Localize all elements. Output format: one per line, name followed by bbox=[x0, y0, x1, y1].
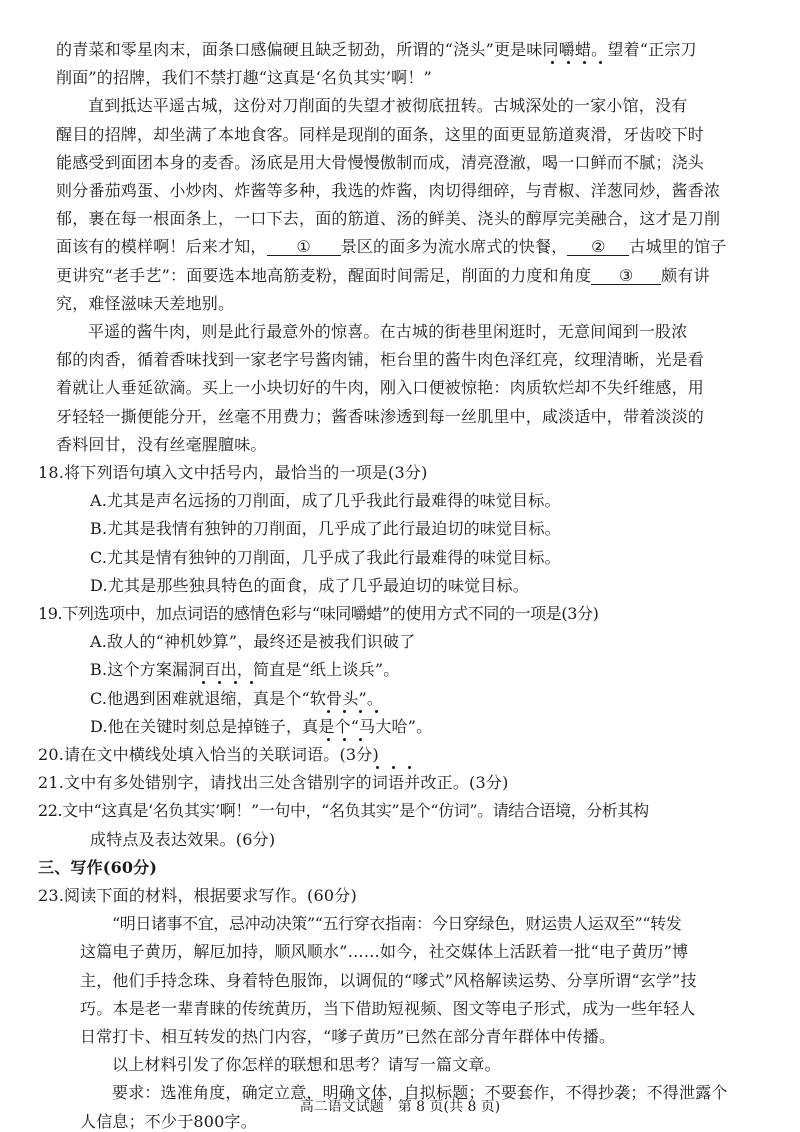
requirement-line: 人信息；不少于800字。 bbox=[80, 1111, 257, 1131]
passage-text: 面该有的模样啊！后来才知， bbox=[56, 237, 267, 257]
emphasis-dot bbox=[567, 61, 570, 64]
material-line: 日常打卡、相互转发的热门内容，“嗲子黄历”已然在部分青年群体中传播。 bbox=[80, 1027, 616, 1046]
passage-text: 更讲究“老手艺”：面要选本地高筋麦粉，醒面时间需足，削面的力度和角度 bbox=[56, 265, 592, 285]
emphasis-dot bbox=[392, 766, 395, 769]
emphasis-dot bbox=[583, 61, 586, 64]
material-line: 巧。本是老一辈青睐的传统黄历，当下借助短视频、图文等电子形式，成为一些年轻人 bbox=[80, 998, 696, 1018]
passage-line: 能感受到面团本身的麦香。汤底是用大骨慢慢傲制而成，清亮澄澈，喝一口鲜而不腻；浇头 bbox=[56, 152, 705, 172]
emphasis-dot bbox=[250, 681, 253, 684]
emphasis-dot bbox=[202, 681, 205, 684]
passage-line: 究，难怪滋味天差地别。 bbox=[56, 293, 235, 313]
option-18c: C.尤其是情有独钟的刀削面，几乎成了我此行最难得的味觉目标。 bbox=[90, 547, 561, 567]
material-line: “明日诸事不宜，忌冲动决策”“五行穿衣指南：今日穿绿色，财运贵人运双至”“转发 bbox=[112, 914, 682, 934]
emphasis-dot bbox=[343, 738, 346, 741]
question-18: 18.将下列语句填入文中括号内，最恰当的一项是(3分) bbox=[38, 463, 428, 482]
emphasis-dot bbox=[327, 738, 330, 741]
emphasis-dot bbox=[376, 766, 379, 769]
requirement-line: 要求：选准角度，确定立意，明确文体，自拟标题；不要套作，不得抄袭；不得泄露个 bbox=[112, 1083, 728, 1103]
question-23: 23.阅读下面的材料，根据要求写作。(60分) bbox=[38, 886, 357, 905]
question-19: 19.下列选项中，加点词语的感情色彩与“味同嚼蜡”的使用方式不同的一项是(3分) bbox=[38, 604, 599, 623]
material-line: 这篇电子黄历，解厄加持，顺风顺水”……如今，社交媒体上活跃着一批“电子黄历”博 bbox=[80, 942, 689, 962]
option-19d: D.他在关键时刻总是掉链子，真是个“马大哈”。 bbox=[90, 716, 433, 736]
material-line: 主，他们手持念珠、身着特色服饰，以调侃的“嗲式”风格解读运势、分享所谓“玄学”技 bbox=[80, 970, 697, 990]
passage-line-with-blanks bbox=[56, 237, 727, 257]
page-footer: 高二语文试题 第 8 页(共 8 页) bbox=[299, 1099, 501, 1115]
question-21: 21.文中有多处错别字，请找出三处含错别字的词语并改正。(3分) bbox=[38, 773, 509, 793]
emphasis-dot bbox=[359, 738, 362, 741]
passage-line: 郁，裹在每一根面条上，一口下去，面的筋道、汤的鲜美、浇头的醇厚完美融合，这才是刀削 bbox=[56, 209, 721, 229]
passage-line: 牙轻轻一撕便能分开，丝毫不用费力；酱香味渗透到每一丝肌里中，咸淡适中，带着淡淡的 bbox=[56, 406, 705, 426]
emphasis-dot bbox=[375, 710, 378, 713]
emphasis-dot bbox=[343, 710, 346, 713]
passage-line: 平遥的酱牛肉，则是此行最意外的惊喜。在古城的街巷里闲逛时，无意间闻到一股浓 bbox=[88, 322, 688, 341]
emphasis-dot bbox=[408, 766, 411, 769]
passage-line: 着就让人垂延欲滴。买上一小块切好的牛肉，刚入口便被惊艳：肉质软烂却不失纤维感，用 bbox=[56, 378, 705, 398]
emphasis-dot bbox=[327, 710, 330, 713]
emphasis-dot bbox=[234, 681, 237, 684]
question-20: 20.请在文中横线处填入恰当的关联词语。(3分) bbox=[38, 745, 379, 764]
passage-line-with-blanks bbox=[56, 266, 710, 286]
option-18d: D.尤其是那些独具特色的面食，成了几乎最迫切的味觉目标。 bbox=[90, 575, 529, 595]
emphasis-dot bbox=[359, 710, 362, 713]
fill-blank-1: ① bbox=[267, 237, 341, 256]
fill-blank-3: ③ bbox=[591, 266, 661, 285]
emphasis-dot bbox=[599, 61, 602, 64]
passage-text: 颇有讲 bbox=[661, 265, 710, 285]
fill-blank-2: ② bbox=[567, 237, 629, 256]
passage-line: 则分番茄鸡蛋、小炒肉、炸酱等多种，我选的炸酱，肉切得细碎，与青椒、洋葱同炒，酱香浓 bbox=[56, 181, 721, 200]
passage-line: 郁的肉香，循着香味找到一家老字号酱肉铺，柜台里的酱牛肉色泽红亮，纹理清晰，光是看 bbox=[56, 350, 705, 370]
option-18b: B.尤其是我情有独钟的刀削面，几乎成了此行最迫切的味觉目标。 bbox=[90, 519, 561, 539]
emphasis-dot bbox=[218, 681, 221, 684]
passage-line: 的青菜和零星肉末，面条口感偏硬且缺乏韧劲，所谓的“浇头”更是味同嚼蜡。望着“正宗刀 bbox=[56, 40, 697, 59]
passage-line: 削面”的招牌，我们不禁打趣“这真是‘名负其实’啊！” bbox=[56, 68, 432, 88]
option-19a: A.敌人的“神机妙算”，最终还是被我们识破了 bbox=[90, 632, 416, 652]
option-18a: A.尤其是声名远扬的刀削面，成了几乎我此行最难得的味觉目标。 bbox=[90, 491, 561, 511]
option-19b: B.这个方案漏洞百出，简直是“纸上谈兵”。 bbox=[90, 660, 400, 680]
passage-line: 香料回甘，没有丝毫腥膻味。 bbox=[56, 434, 267, 454]
question-22: 22.文中“这真是‘名负其实’啊！”一句中，“名负其实”是个“仿词”。请结合语境，分析其构 bbox=[38, 801, 649, 821]
section-heading: 三、写作(60分) bbox=[38, 857, 158, 877]
passage-text: 景区的面多为流水席式的快餐， bbox=[340, 237, 568, 257]
option-19c: C.他遇到困难就退缩，真是个“软骨头”。 bbox=[90, 688, 384, 708]
question-22-cont: 成特点及表达效果。(6分) bbox=[90, 829, 276, 849]
prompt-line: 以上材料引发了你怎样的联想和思考？请写一篇文章。 bbox=[112, 1055, 501, 1075]
passage-line: 直到抵达平遥古城，这份对刀削面的失望才被彻底扭转。古城深处的一家小馆，没有 bbox=[88, 96, 688, 116]
passage-line: 醒目的招牌，却坐满了本地食客。同样是现削的面条，这里的面更显筋道爽滑，牙齿咬下时 bbox=[56, 124, 705, 144]
passage-text: 古城里的馆子 bbox=[629, 237, 727, 257]
emphasis-dot bbox=[551, 61, 554, 64]
